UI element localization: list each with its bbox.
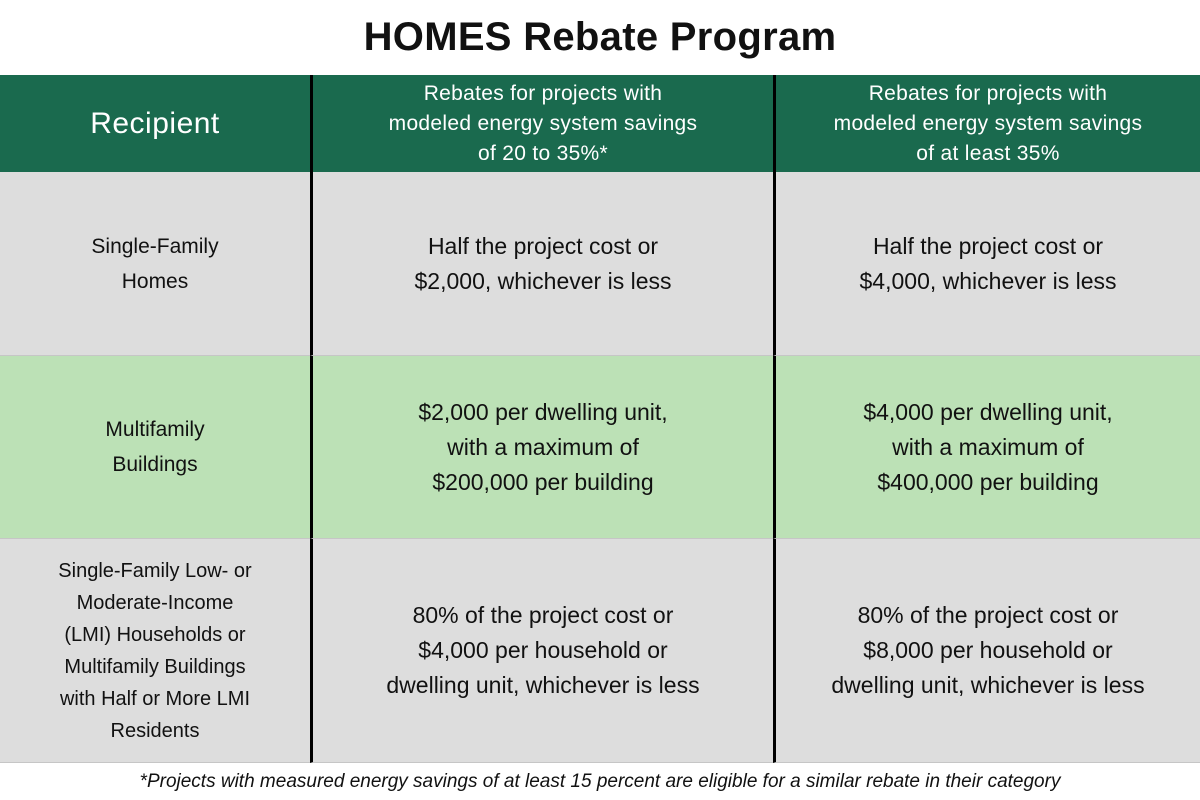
rebate-lmi-35-plus: 80% of the project cost or $8,000 per household or dwelling unit, whichever is less <box>773 539 1200 763</box>
recipient-single-family: Single-Family Homes <box>0 172 310 356</box>
rebate-table <box>0 75 1200 763</box>
recipient-multifamily: Multifamily Buildings <box>0 356 310 539</box>
page-title: HOMES Rebate Program <box>363 15 837 59</box>
rebate-multifamily-20-35: $2,000 per dwelling unit, with a maximum of $200,000 per building <box>310 356 773 539</box>
header-rebate-20-35: Rebates for projects with modeled energy system savings of 20 to 35%* <box>310 75 773 172</box>
rebate-single-family-35-plus: Half the project cost or $4,000, whichever is less <box>773 172 1200 356</box>
rebate-single-family-20-35: Half the project cost or $2,000, whichever is less <box>310 172 773 356</box>
header-rebate-35-plus: Rebates for projects with modeled energy system savings of at least 35% <box>773 75 1200 172</box>
footnote: *Projects with measured energy savings of at least 15 percent are eligible for a similar rebate in their category <box>139 770 1061 792</box>
recipient-lmi: Single-Family Low- or Moderate-Income (LMI) Households or Multifamily Buildings with Half or More LMI Residents <box>0 539 310 763</box>
rebate-multifamily-35-plus: $4,000 per dwelling unit, with a maximum of $400,000 per building <box>773 356 1200 539</box>
rebate-lmi-20-35: 80% of the project cost or $4,000 per household or dwelling unit, whichever is less <box>310 539 773 763</box>
header-recipient: Recipient <box>0 75 310 172</box>
